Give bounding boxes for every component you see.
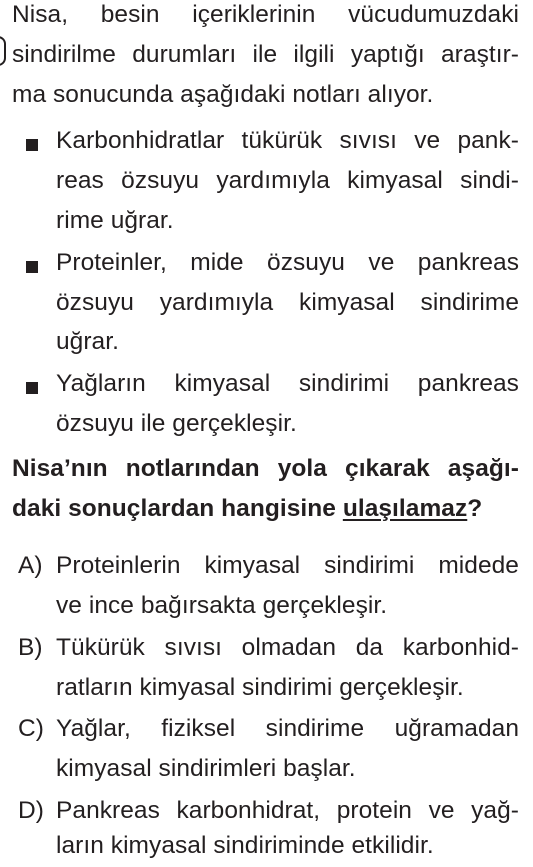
option-b-line-2[interactable]: ratların kimyasal sindirimi gerçekleşir. — [56, 674, 464, 701]
note-3-line-1: Yağların kimyasal sindirimi pankreas — [56, 370, 519, 397]
question-keyword-underlined: ulaşılamaz — [342, 495, 468, 522]
option-d-letter[interactable]: D) — [18, 797, 44, 824]
question-line-1: Nisa’nın notlarından yola çıkarak aşağı- — [12, 455, 519, 482]
option-b-line-1[interactable]: Tükürük sıvısı olmadan da karbonhid- — [56, 634, 519, 661]
option-b-letter[interactable]: B) — [18, 634, 43, 661]
note-1-line-1: Karbonhidratlar tükürük sıvısı ve pank- — [56, 127, 519, 154]
option-a-line-1[interactable]: Proteinlerin kimyasal sindirimi midede — [56, 552, 519, 579]
option-c-letter[interactable]: C) — [18, 715, 44, 742]
note-2-bullet — [26, 261, 38, 273]
intro-line-2: sindirilme durumları ile ilgili yaptığı araştır- — [12, 41, 519, 68]
question-line-2-suffix: ? — [467, 495, 483, 522]
intro-line-1: Nisa, besin içeriklerinin vücudumuzdaki — [12, 1, 519, 28]
option-d-line-2[interactable]: ların kimyasal sindiriminde etkilidir. — [56, 832, 434, 859]
option-a-line-2[interactable]: ve ince bağırsakta gerçekleşir. — [56, 592, 388, 619]
intro-line-3: ma sonucunda aşağıdaki notları alıyor. — [12, 81, 434, 108]
note-3-line-2: özsuyu ile gerçekleşir. — [56, 410, 297, 437]
note-2-line-1: Proteinler, mide özsuyu ve pankreas — [56, 249, 519, 276]
note-1-line-2: reas özsuyu yardımıyla kimyasal sindi- — [56, 167, 519, 194]
question-line-2 — [12, 494, 482, 524]
note-1-bullet — [26, 139, 38, 151]
note-2-line-3: uğrar. — [56, 328, 119, 355]
option-a-letter[interactable]: A) — [18, 552, 43, 579]
note-2-line-2: özsuyu yardımıyla kimyasal sindirime — [56, 289, 519, 316]
note-3-bullet — [26, 382, 38, 394]
option-d-line-1[interactable]: Pankreas karbonhidrat, protein ve yağ- — [56, 797, 519, 824]
page-edge-mark — [0, 36, 6, 66]
question-line-2-prefix: daki sonuçlardan hangisine — [12, 495, 343, 522]
note-1-line-3: rime uğrar. — [56, 207, 174, 234]
option-c-line-1[interactable]: Yağlar, fiziksel sindirime uğramadan — [56, 715, 519, 742]
option-c-line-2[interactable]: kimyasal sindirimleri başlar. — [56, 755, 356, 782]
